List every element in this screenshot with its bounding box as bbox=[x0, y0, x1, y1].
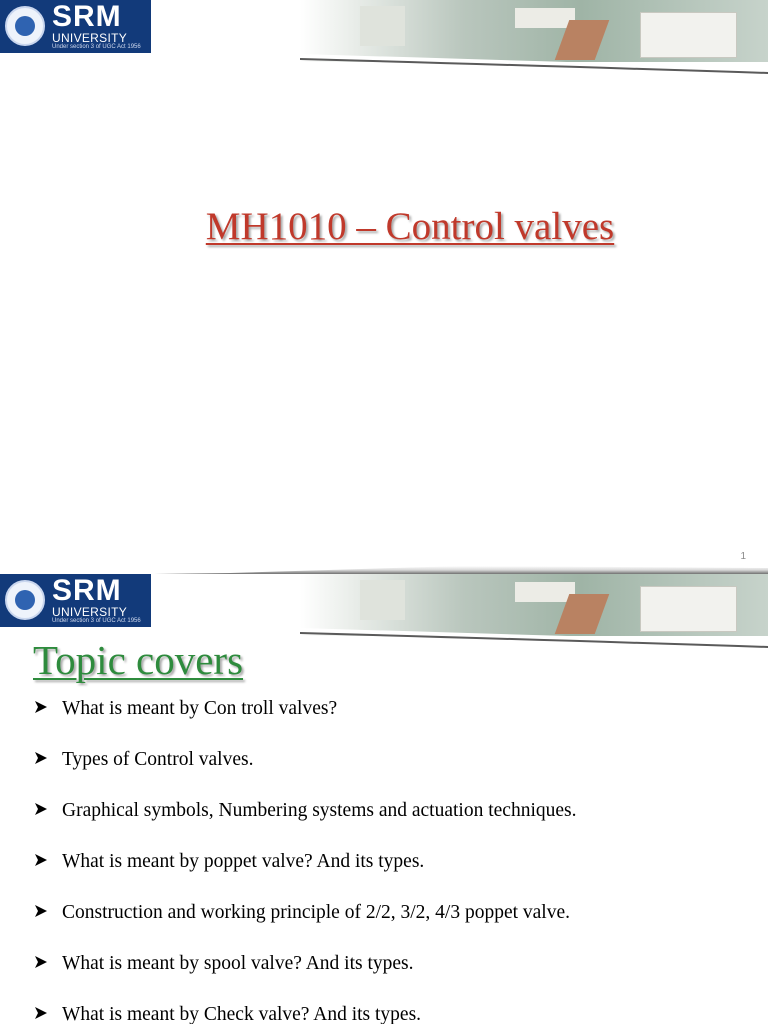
srm-logo bbox=[0, 0, 151, 53]
slide-header bbox=[0, 0, 768, 75]
list-item: Construction and working principle of 2/2, 3/2, 4/3 poppet valve. bbox=[0, 902, 768, 953]
slide-title: Topic covers bbox=[33, 637, 244, 683]
logo-university: UNIVERSITY bbox=[52, 605, 128, 619]
arrow-bullet-icon bbox=[34, 700, 48, 714]
list-item: What is meant by spool valve? And its types. bbox=[0, 953, 768, 1004]
logo-brand: SRM bbox=[52, 0, 122, 33]
campus-photo-banner bbox=[300, 0, 768, 62]
list-item: Graphical symbols, Numbering systems and actuation techniques. bbox=[0, 800, 768, 851]
logo-university: UNIVERSITY bbox=[52, 31, 128, 45]
list-item: What is meant by poppet valve? And its types. bbox=[0, 851, 768, 902]
list-item: What is meant by Check valve? And its types. bbox=[0, 1004, 768, 1024]
logo-brand: SRM bbox=[52, 574, 122, 607]
srm-logo bbox=[0, 574, 151, 627]
university-seal-icon bbox=[5, 580, 45, 620]
arrow-bullet-icon bbox=[34, 751, 48, 765]
list-item: What is meant by Con troll valves? bbox=[0, 698, 768, 749]
arrow-bullet-icon bbox=[34, 853, 48, 867]
arrow-bullet-icon bbox=[34, 955, 48, 969]
arrow-bullet-icon bbox=[34, 1006, 48, 1020]
topics-slide bbox=[0, 574, 768, 1024]
campus-photo-banner bbox=[300, 574, 768, 636]
slide-title: MH1010 – Control valves bbox=[205, 205, 615, 248]
university-seal-icon bbox=[5, 6, 45, 46]
list-item: Types of Control valves. bbox=[0, 749, 768, 800]
arrow-bullet-icon bbox=[34, 802, 48, 816]
topic-list bbox=[0, 698, 768, 1024]
page-number: 1 bbox=[740, 551, 746, 562]
logo-note: Under section 3 of UGC Act 1956 bbox=[52, 44, 141, 50]
logo-note: Under section 3 of UGC Act 1956 bbox=[52, 618, 141, 624]
slide-divider bbox=[0, 566, 768, 574]
arrow-bullet-icon bbox=[34, 904, 48, 918]
header-swoosh bbox=[0, 54, 768, 74]
